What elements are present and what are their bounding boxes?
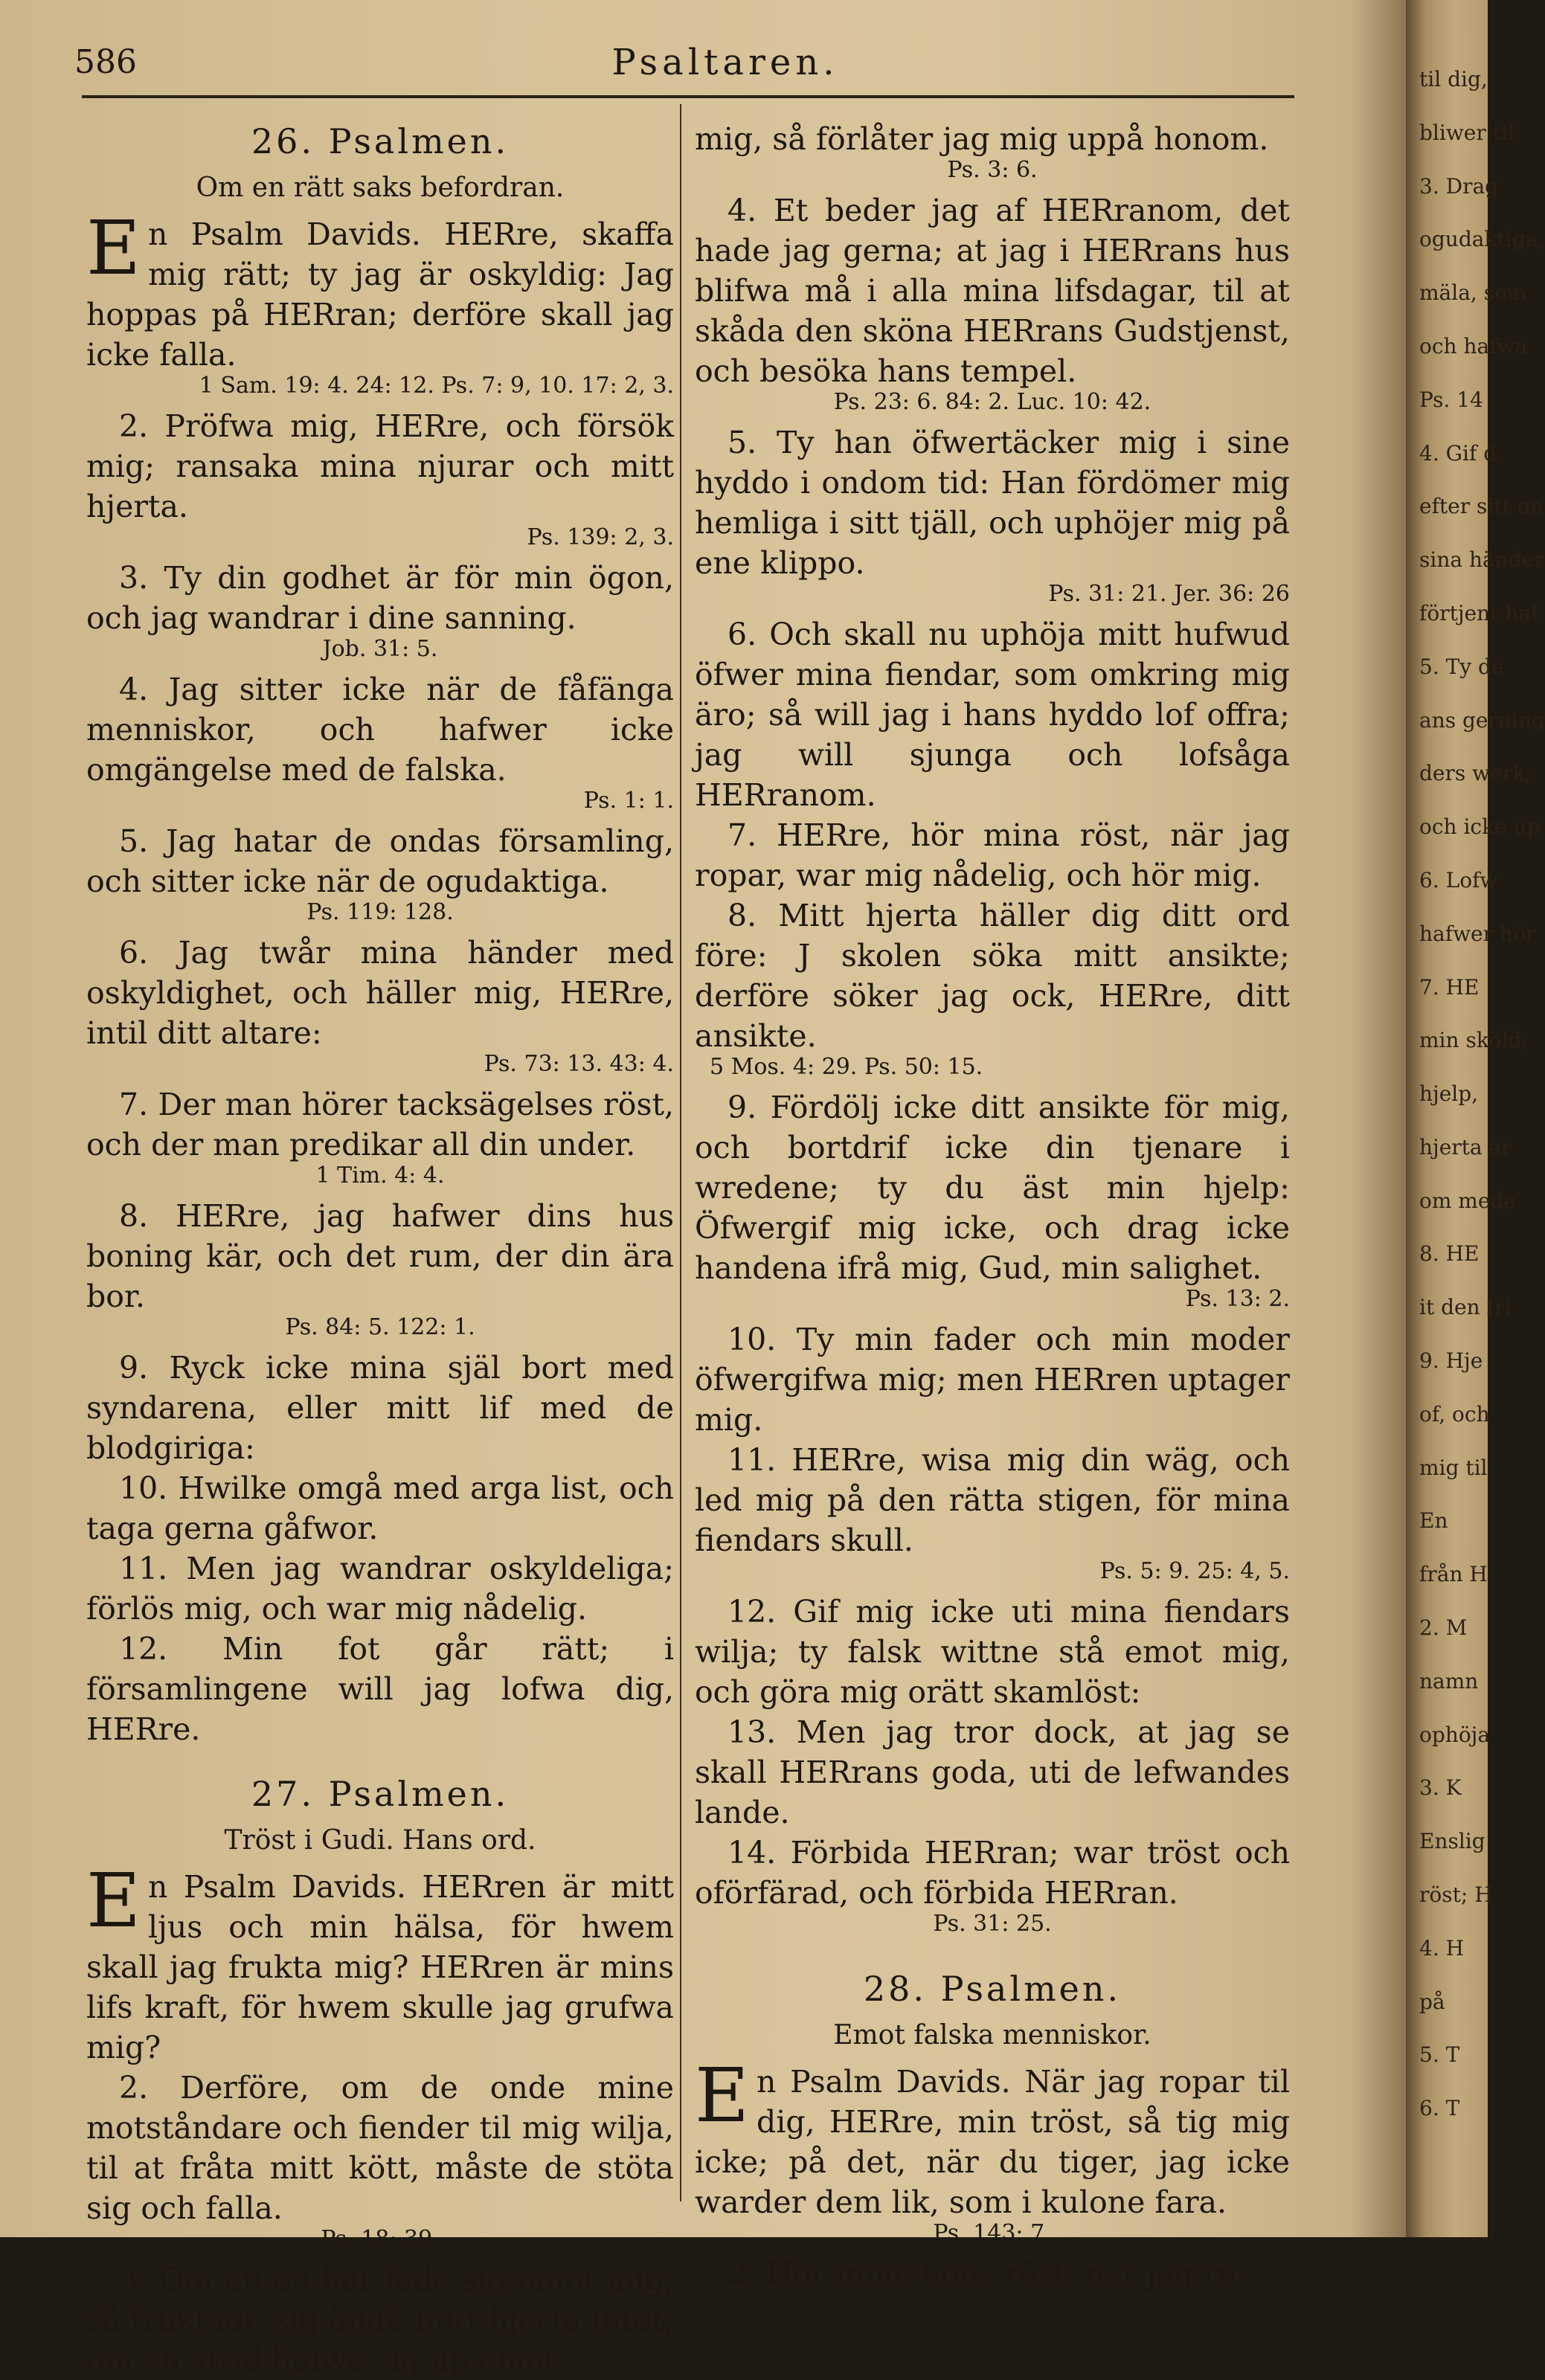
cross-reference: Ps. 13: 2. (1185, 1286, 1290, 1312)
facing-page-fragment: röst; H (1419, 1882, 1493, 1908)
column-divider (680, 104, 681, 2202)
psalm-28-verse-2: 2. Hör mine böns röst, när jag ro- (727, 2256, 1247, 2291)
facing-page-fragment: it den fri (1419, 1295, 1512, 1320)
psalm-27-verse-11: 11. HERre, wisa mig din wäg, och led mig på den rätta stigen, för mina fiendars skull. (695, 1442, 1290, 1558)
psalm-27-verse-3-continued: mig, så förlåter jag mig uppå honom. (695, 121, 1269, 157)
psalm-26-verse-6: 6. Jag twår mina händer med oskyldighet, och häller mig, HERre, intil ditt altare: (86, 935, 674, 1051)
facing-page-fragment: förtjent haf (1419, 600, 1539, 625)
facing-page-fragment: mig til (1419, 1455, 1488, 1480)
cross-reference: Ps. 84: 5. 122: 1. (285, 1314, 475, 1340)
psalm-27-verse-8: 8. Mitt hjerta häller dig ditt ord före: J skolen söka mitt ansikte; derföre söker jag ock, HERre, ditt ansikte. (695, 898, 1290, 1054)
facing-page-fragment: om mede (1419, 1188, 1516, 1213)
cross-reference: Ps. 5: 9. 25: 4, 5. (1099, 1558, 1290, 1584)
facing-page-fragment: 9. Hje (1419, 1348, 1483, 1374)
cross-reference: Ps. 18: 39. (321, 2226, 440, 2252)
cross-reference: Ps. 31: 25. (933, 1911, 1052, 1937)
facing-page-fragment: En (1419, 1508, 1448, 1534)
psalm-28-title: 28. Psalmen. (863, 1969, 1122, 2009)
psalm-26-verse-5: 5. Jag hatar de ondas församling, och sitter icke när de ogudaktiga. (86, 823, 674, 899)
page-number: 586 (74, 43, 137, 81)
psalm-26-verse-10: 10. Hwilke omgå med arga list, och taga gerna gåfwor. (86, 1470, 674, 1546)
facing-page-fragment: 3. K (1419, 1775, 1462, 1801)
cross-reference: Ps. 143: 7. (933, 2220, 1052, 2246)
facing-page-fragment: ophöja (1419, 1722, 1491, 1747)
psalm-27-verse-14: 14. Förbida HERran; war tröst och oförfärad, och förbida HERran. (695, 1835, 1290, 1911)
facing-page-fragment: 6. Lofw (1419, 867, 1498, 892)
drop-cap: E (86, 205, 141, 292)
drop-cap: E (86, 1857, 141, 1944)
facing-page-fragment: bliwer til (1419, 120, 1515, 145)
psalm-27-verse-12: 12. Gif mig icke uti mina fiendars wilja; ty falsk wittne stå emot mig, och göra mig orätt skamlöst: (695, 1594, 1290, 1710)
header-rule (82, 95, 1294, 98)
psalm-26-title: 26. Psalmen. (251, 121, 510, 161)
facing-page-fragment: 2. M (1419, 1615, 1468, 1641)
psalm-26-verse-1: En Psalm Davids. HERre, skaffa mig rätt; ty jag är oskyldig: Jag hoppas på HERran; derföre skall jag icke falla. (86, 205, 674, 373)
facing-page-fragment: på (1419, 1989, 1445, 2014)
cross-reference: Ps. 3: 6. (947, 157, 1038, 183)
facing-page-fragment: efter sitt on (1419, 494, 1544, 519)
facing-page-fragment: ans gerning (1419, 707, 1545, 733)
psalm-26-subtitle: Om en rätt saks befordran. (196, 173, 565, 203)
cross-reference: Job. 31: 5. (322, 636, 438, 662)
psalm-27-verse-3: 3. Om än en här lade sig emot mig, så fruktade sig åndå mitt hjerta intet; om en strid hofwe sig up emot (86, 2262, 674, 2378)
psalm-26-verse-2: 2. Pröfwa mig, HERre, och försök mig; ransaka mina njurar och mitt hjerta. (86, 408, 674, 524)
psalm-27-verse-10: 10. Ty min fader och min moder öfwergifwa mig; men HERren uptager mig. (695, 1322, 1290, 1438)
psalm-27-verse-4: 4. Et beder jag af HERranom, det hade jag gerna; at jag i HERrans hus blifwa må i alla mina lifsdagar, til at skåda den sköna HERrans Gudstjenst, och besöka hans tempel. (695, 193, 1290, 389)
psalm-27-verse-5: 5. Ty han öfwertäcker mig i sine hyddo i ondom tid: Han fördömer mig hemliga i sitt tjäll, och uphöjer mig på ene klippo. (695, 425, 1290, 581)
facing-page-fragment: of, och (1419, 1401, 1490, 1427)
facing-page-edge (1406, 0, 1545, 2237)
psalm-27-verse-6: 6. Och skall nu uphöja mitt hufwud öfwer mina fiendar, som omkring mig äro; så will jag i hans hyddo lof offra; jag will sjunga och lofsåga HERranom. (695, 617, 1290, 813)
facing-page-fragment: 4. H (1419, 1935, 1465, 1961)
psalm-27-verse-9: 9. Fördölj icke ditt ansikte för mig, och bortdrif icke din tjenare i wredene; ty du äst min hjelp: Öfwergif mig icke, och drag icke handena ifrå mig, Gud, min salighet. (695, 1090, 1290, 1286)
facing-page-fragment: hafwer hör (1419, 921, 1536, 946)
facing-page-fragment: 4. Gif d (1419, 440, 1497, 466)
drop-cap: E (695, 2052, 749, 2139)
facing-page-fragment: och hafwa (1419, 333, 1528, 358)
facing-page-fragment: hjelp, (1419, 1081, 1479, 1107)
psalm-27-verse-7: 7. HERre, hör mina röst, när jag ropar, war mig nådelig, och hör mig. (695, 817, 1290, 893)
facing-page-fragment: ders werk; (1419, 761, 1532, 786)
facing-page-fragment: från H (1419, 1562, 1488, 1587)
facing-page-fragment: 5. Ty de (1419, 654, 1504, 679)
facing-page-fragment: namn (1419, 1668, 1479, 1694)
facing-page-fragment: och icke up (1419, 814, 1541, 840)
facing-page-fragment: hjerta är (1419, 1134, 1512, 1160)
psalm-26-verse-8: 8. HERre, jag hafwer dins hus boning kär, och det rum, der din ära bor. (86, 1198, 674, 1314)
psalm-27-verse-1: En Psalm Davids. HERren är mitt ljus och min hälsa, för hwem skall jag frukta mig? HERren är mins lifs kraft, för hwem skulle jag grufwa mig? (86, 1857, 674, 2065)
cross-reference: Ps. 119: 128. (306, 899, 454, 925)
psalm-27-verse-2: 2. Derföre, om de onde mine motståndare och fiender til mig wilja, til at fråta mitt kött, måste de stöta sig och falla. (86, 2070, 674, 2226)
running-title: Psaltaren. (611, 42, 839, 83)
psalm-27-verse-13: 13. Men jag tror dock, at jag se skall HERrans goda, uti de lefwandes lande. (695, 1714, 1290, 1830)
psalm-27-subtitle: Tröst i Gudi. Hans ord. (224, 1825, 536, 1856)
cross-reference: Ps. 31: 21. Jer. 36: 26 (1048, 581, 1290, 607)
facing-page-fragment: 3. Drag (1419, 173, 1499, 199)
facing-page-fragment: 6. T (1419, 2096, 1460, 2121)
facing-page-fragment: Ps. 14 (1419, 387, 1483, 412)
psalm-26-verse-4: 4. Jag sitter icke när de fåfänga menniskor, och hafwer icke omgängelse med de falska. (86, 672, 674, 788)
cross-reference: 1 Sam. 19: 4. 24: 12. Ps. 7: 9, 10. 17: 2, 3. (199, 373, 674, 399)
cross-reference: Ps. 23: 6. 84: 2. Luc. 10: 42. (833, 389, 1151, 415)
facing-page-fragment: ogudaktiga, (1419, 227, 1545, 252)
psalm-26-verse-9: 9. Ryck icke mina själ bort med syndarena, eller mitt lif med de blodgiriga: (86, 1350, 674, 1466)
cross-reference: 1 Tim. 4: 4. (315, 1162, 445, 1189)
right-column (695, 119, 1290, 2294)
cross-reference: 5 Mos. 4: 29. Ps. 50: 15. (710, 1054, 983, 1080)
psalm-28-subtitle: Emot falska menniskor. (833, 2020, 1151, 2051)
facing-page-fragment: min sköld; (1419, 1028, 1529, 1053)
facing-page-fragment: 8. HE (1419, 1241, 1480, 1267)
facing-page-fragment: 7. HE (1419, 974, 1480, 1000)
facing-page-fragment: Enslig (1419, 1829, 1485, 1854)
cross-reference: Ps. 73: 13. 43: 4. (484, 1051, 674, 1077)
psalm-28-verse-1: En Psalm Davids. När jag ropar til dig, HERre, min tröst, så tig mig icke; på det, när du tiger, jag icke warder dem lik, som i kulone fara. (695, 2052, 1290, 2220)
cross-reference: Ps. 1: 1. (583, 788, 674, 814)
psalm-27-title: 27. Psalmen. (251, 1774, 510, 1814)
psalm-26-verse-12: 12. Min fot går rätt; i församlingene will jag lofwa dig, HERre. (86, 1631, 674, 1747)
psalm-26-verse-11: 11. Men jag wandrar oskyldeliga; förlös mig, och war mig nådelig. (86, 1551, 674, 1627)
left-column (86, 119, 674, 2380)
cross-reference: Ps. 139: 2, 3. (527, 524, 674, 550)
facing-page-fragment: 5. T (1419, 2042, 1460, 2068)
psalm-26-verse-7: 7. Der man hörer tacksägelses röst, och der man predikar all din under. (86, 1087, 674, 1162)
facing-page-fragment: til dig, (1419, 67, 1488, 91)
facing-page-fragment: mäla, som (1419, 280, 1527, 306)
psalm-26-verse-3: 3. Ty din godhet är för min ögon, och jag wandrar i dine sanning. (86, 560, 674, 636)
facing-page-fragment: sina händer (1419, 547, 1544, 573)
